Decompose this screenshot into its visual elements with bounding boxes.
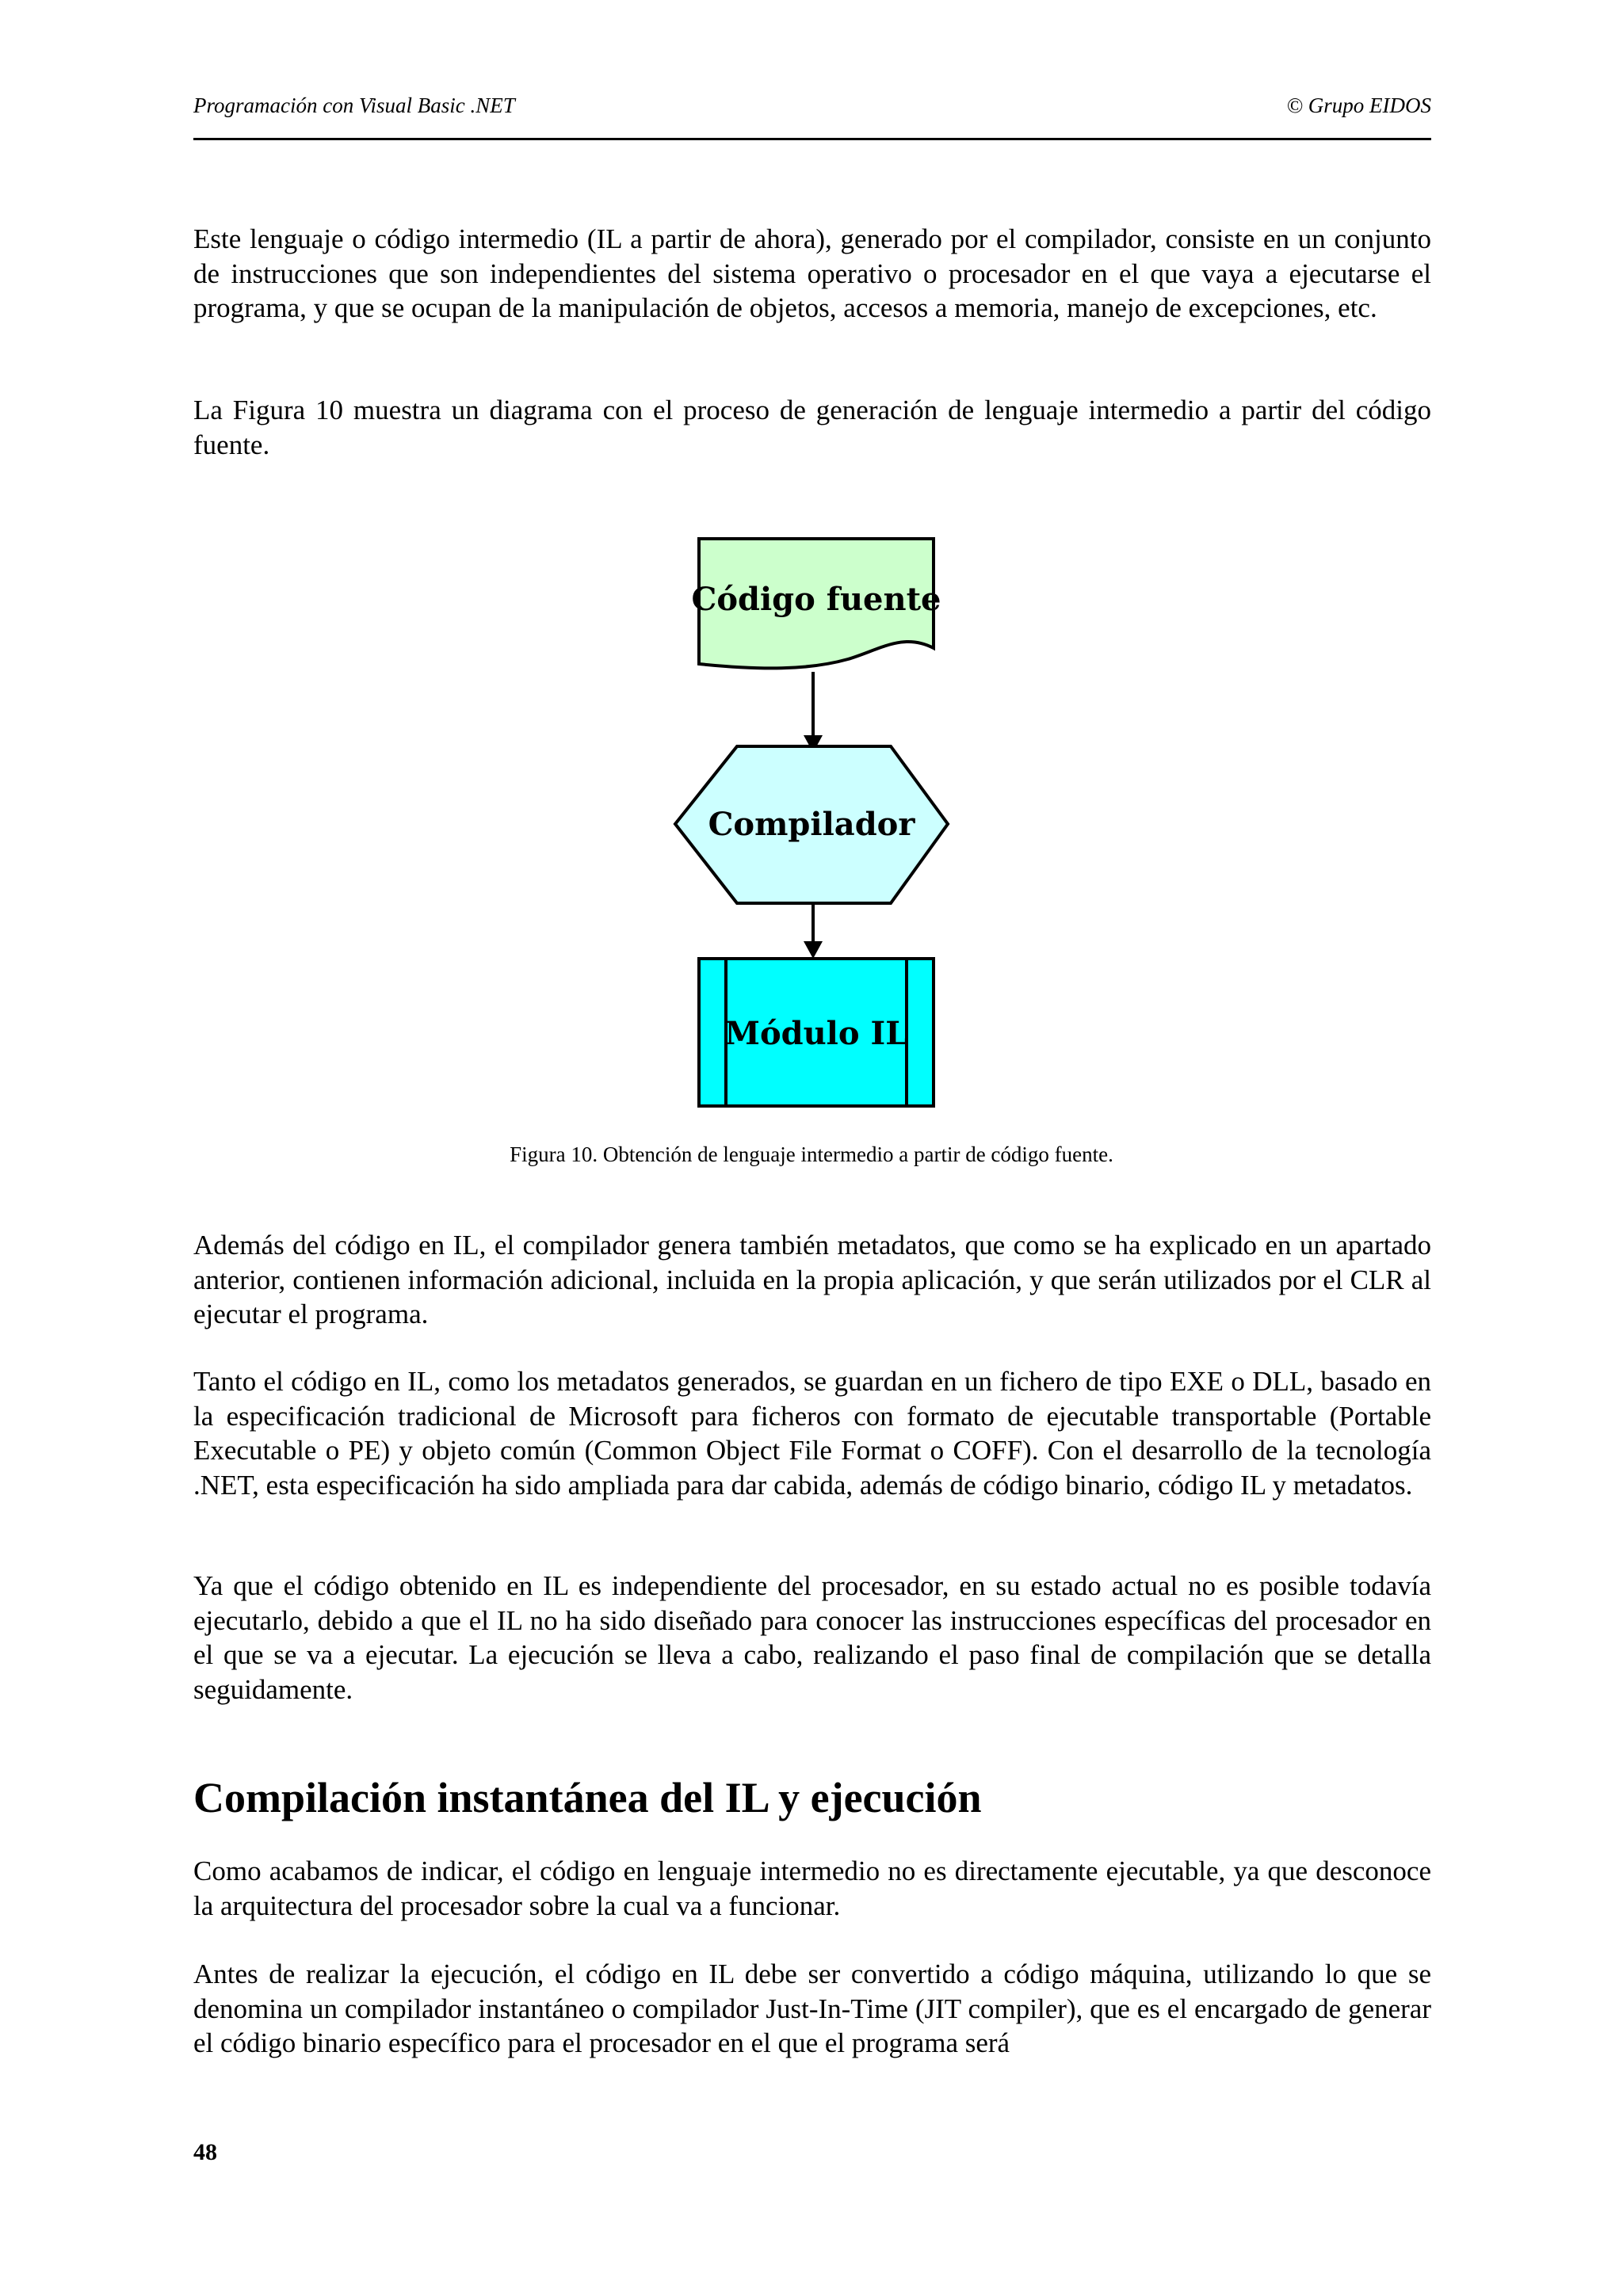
arrow-source-to-compiler xyxy=(804,672,823,753)
figure-caption: Figura 10. Obtención de lenguaje intermedio a partir de código fuente. xyxy=(510,1142,1113,1166)
il-generation-diagram xyxy=(666,531,967,1117)
header-book-title: Programación con Visual Basic .NET xyxy=(193,93,515,117)
paragraph-processor: Ya que el código obtenido en IL es independiente del procesador, en su estado actual no es posible todavía ejecutarlo, debido a que el IL no ha sido diseñado para conocer las instrucciones específicas del procesador en el que se va a ejecutar. La ejecución se lleva a cabo, realizando el paso final de compilación que se detalla seguidamente. xyxy=(193,1570,1431,1705)
paragraph-pe-format: Tanto el código en IL, como los metadatos generados, se guardan en un fichero de tipo EXE o DLL, basado en la especificación tradicional de Microsoft para ficheros con formato de ejecutable transportable (Portable Executable o PE) y objeto común (Common Object File Format o COFF). Con el desarrollo de la tecnología .NET, esta especificación ha sido ampliada para dar cabida, además de código binario, código IL y metadatos. xyxy=(193,1366,1431,1501)
paragraph-il-intro: Este lenguaje o código intermedio (IL a partir de ahora), generado por el compilador, consiste en un conjunto de instrucciones que son independientes del sistema operativo o procesador en el que vaya a ejecutarse el programa, y que se ocupan de la manipulación de objetos, accesos a memoria, manejo de excepciones, etc. xyxy=(193,223,1431,323)
node-compiler xyxy=(675,746,948,903)
node-il-module xyxy=(699,959,934,1106)
header-publisher: © Grupo EIDOS xyxy=(1286,93,1431,117)
page-number: 48 xyxy=(193,2139,217,2165)
paragraph-metadata: Además del código en IL, el compilador genera también metadatos, que como se ha explicado en un apartado anterior, contienen información adicional, incluida en la propia aplicación, y que serán utilizados por el CLR al ejecutar el programa. xyxy=(193,1230,1431,1329)
arrow-compiler-to-module xyxy=(804,903,823,959)
paragraph-not-executable: Como acabamos de indicar, el código en lenguaje intermedio no es directamente ejecutable, ya que desconoce la arquitectura del procesador sobre la cual va a funcionar. xyxy=(193,1855,1431,1921)
header-rule xyxy=(193,138,1431,140)
section-heading: Compilación instantánea del IL y ejecución xyxy=(193,1774,982,1821)
node-source-label: Código fuente xyxy=(691,581,941,618)
node-module-label: Módulo IL xyxy=(724,1015,908,1052)
paragraph-jit: Antes de realizar la ejecución, el código en IL debe ser convertido a código máquina, utilizando lo que se denomina un compilador instantáneo o compilador Just-In-Time (JIT compiler), que es el encargado de generar el código binario específico para el procesador en el que el programa será xyxy=(193,1958,1431,2058)
paragraph-figure-reference: La Figura 10 muestra un diagrama con el proceso de generación de lenguaje intermedio a partir del código fuente. xyxy=(193,395,1431,460)
node-compiler-label: Compilador xyxy=(708,806,915,843)
node-source-code xyxy=(692,539,941,668)
